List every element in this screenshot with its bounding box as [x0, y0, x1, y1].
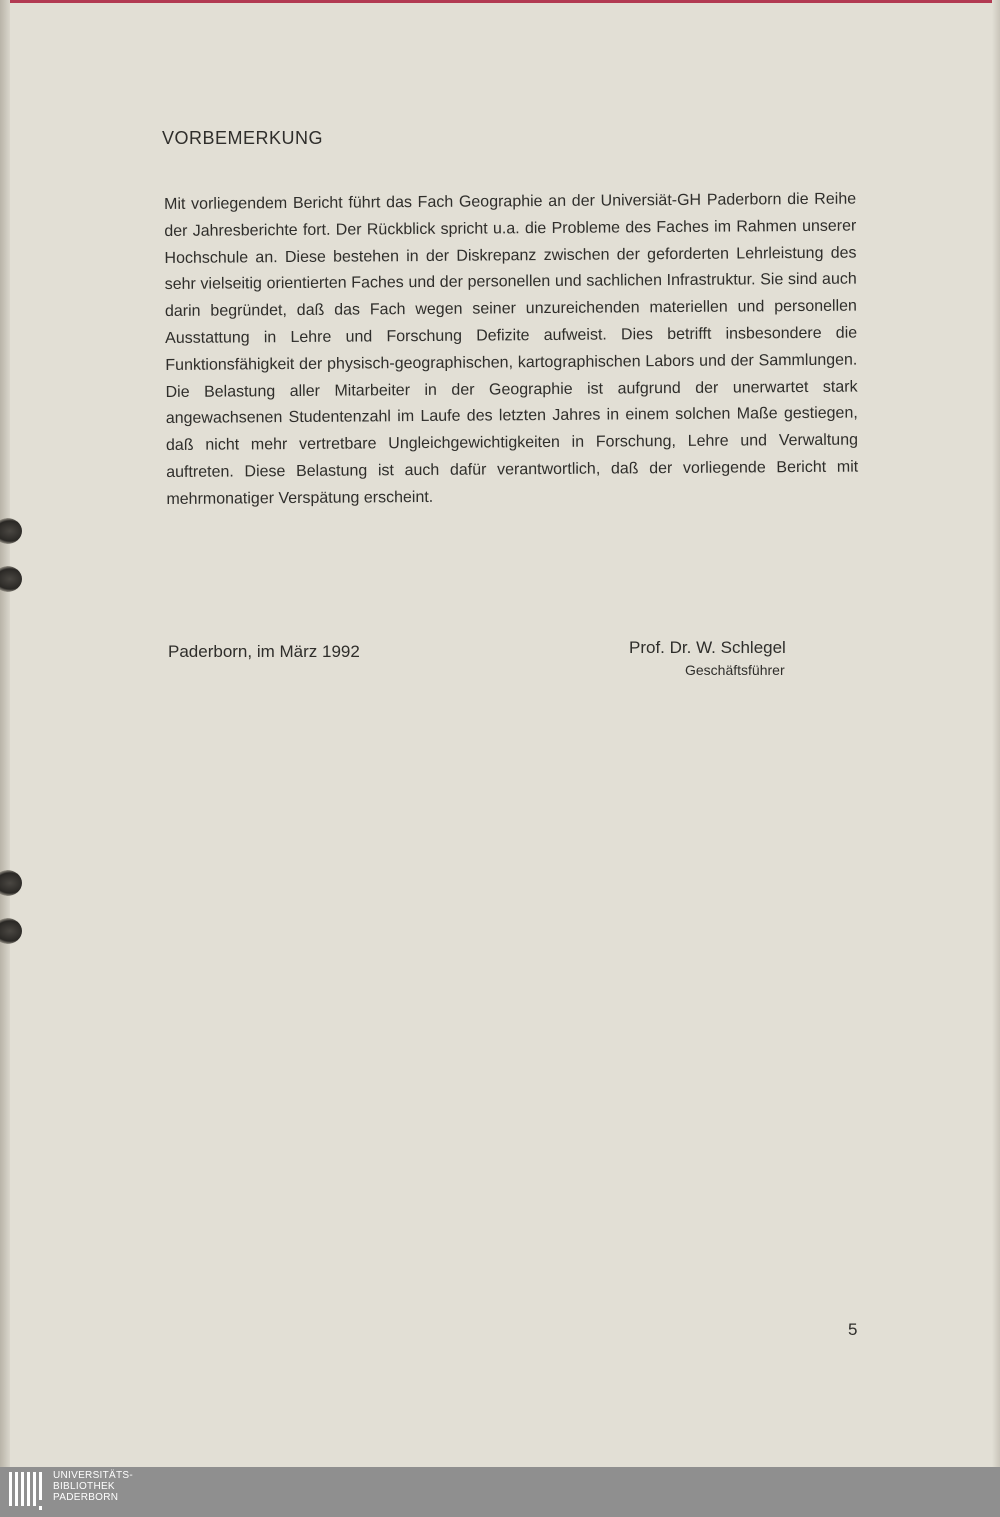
- punch-hole: [0, 870, 22, 896]
- library-logo-icon: [8, 1470, 44, 1514]
- logo-line: BIBLIOTHEK: [53, 1481, 115, 1492]
- punch-hole: [0, 518, 22, 544]
- signer-role: Geschäftsführer: [685, 662, 785, 678]
- page-title: VORBEMERKUNG: [162, 128, 324, 148]
- logo-line: PADERBORN: [53, 1492, 119, 1503]
- page-right-edge: [992, 0, 1000, 1467]
- page-left-edge: [0, 0, 10, 1467]
- logo-line: UNIVERSITÄTS-: [53, 1470, 134, 1481]
- library-logo-text: [53, 1470, 133, 1503]
- signer-name: Prof. Dr. W. Schlegel: [629, 638, 786, 657]
- punch-hole: [0, 918, 22, 944]
- preface-paragraph: Mit vorliegendem Bericht führt das Fach Geographie an der Universiät-GH Paderborn die Reihe der Jahresberichte fort. Der Rückblick spricht u.a. die Probleme des Faches im Rahmen unserer Hochschule an. Diese bestehen in der Diskrepanz zwischen der geforderten Lehrleistung des sehr vielseitig orientierten Faches und der personellen und sachlichen Infrastruktur. Sie sind auch darin begründet, daß das Fach wegen seiner unzureichenden materiellen und personellen Ausstattung in Lehre und Forschung Defizite aufweist. Dies betrifft insbesondere die Funktionsfähigkeit der physisch-geographischen, kartographischen Labors und der Sammlungen. Die Belastung aller Mitarbeiter in der Geographie ist aufgrund der unerwartet stark angewachsenen Studentenzahl im Laufe des letzten Jahres in einem solchen Maße gestiegen, daß nicht mehr vertretbare Ungleichgewichtigkeiten in Forschung, Lehre und Verwaltung auftreten. Diese Belastung ist auch dafür verantwortlich, daß der vorliegende Bericht mit mehrmonatiger Verspätung erscheint.: [164, 190, 859, 508]
- page-number: 5: [848, 1320, 858, 1339]
- binding-strip: [0, 0, 1000, 3]
- library-footer: [0, 1467, 1000, 1517]
- punch-hole: [0, 566, 22, 592]
- place-and-date: Paderborn, im März 1992: [168, 642, 360, 661]
